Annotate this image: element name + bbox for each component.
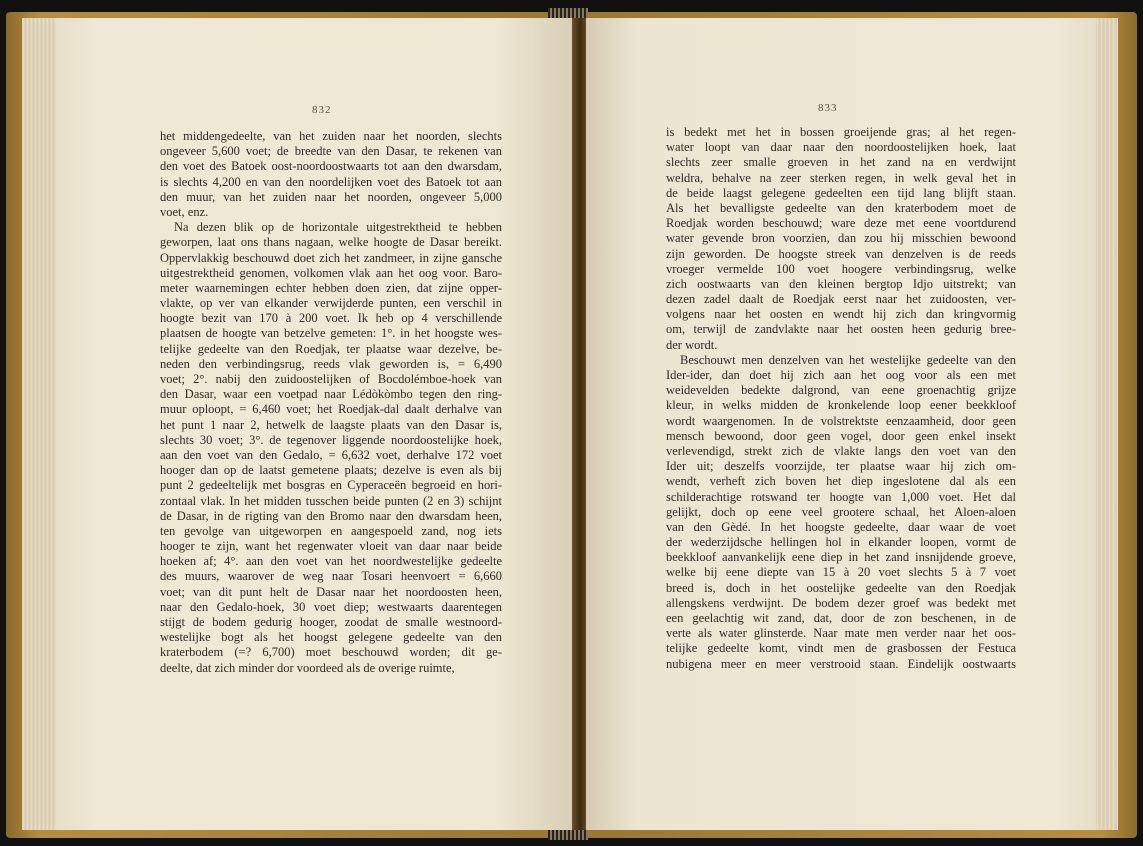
spine-stitching-top [548, 8, 588, 18]
text-line: vroeger vermelde 100 voet hoogere verbindingsrug, welke [666, 261, 1016, 276]
text-line: is slechts 4,200 en van den noordelijken voet des Batoek tot aan [160, 174, 502, 189]
text-line: zich oostwaarts van den kleinen bergtop Idjo uitstrekt; van [666, 276, 1016, 291]
text-line: telijke gedeelte komt, vindt men de grasbossen der Festuca [666, 641, 1016, 656]
text-line: slechts zeer smalle groeven in het zand na en verdwijnt [666, 155, 1016, 170]
text-line: vlakte, op ver van elkander verwijderde punten, een verschil in [160, 296, 502, 311]
text-line: zontaal vlak. In het midden tusschen beide punten (2 en 3) schijnt [160, 493, 502, 508]
text-line: mensch bewoond, door geen vogel, door geen enkel insekt [666, 428, 1016, 443]
text-line: kleur, in welks midden de kronkelende loop eener beekkloof [666, 398, 1016, 413]
text-line: slechts 30 voet; 3°. de tegenover liggende noordoostelijke hoek, [160, 432, 502, 447]
text-line: naar den Gedalo-hoek, 30 voet diep; westwaarts daarentegen [160, 599, 502, 614]
text-line: telijke gedeelte van den Roedjak, ter plaatse waar dezelve, be- [160, 341, 502, 356]
text-line: muur oploopt, = 6,460 voet; het Roedjak-dal daalt derhalve van [160, 402, 502, 417]
text-line: het punt 1 naar 2, hetwelk de laagste plaats van den Dasar is, [160, 417, 502, 432]
text-line: des muurs, waarover de weg naar Tosari heenvoert = 6,660 [160, 569, 502, 584]
text-line: hooger dan op de laatst gemetene plaats; dezelve is even als bij [160, 463, 502, 478]
text-line: Oppervlakkig beschouwd doet zich het zandmeer, in zijne gansche [160, 250, 502, 265]
text-line: voet; 2°. nabij den zuidoostelijken of Bocdolémboe-hoek van [160, 372, 502, 386]
text-line: hoeken af; 4°. aan den voet van het noordwestelijke gedeelte [160, 554, 502, 569]
text-line: schilderachtige rotswand ter hoogte van 1,000 voet. Het dal [666, 489, 1016, 504]
page-text [160, 129, 502, 676]
text-line: aan den voet van den Gedalo, = 6,632 voet, derhalve 172 voet [160, 447, 502, 462]
text-line: wordt waargenomen. In de volstrektste eenzaamheid, door geen [666, 413, 1016, 428]
text-line: den Dasar, waar een voetpad naar Lédòkòmbo tegen den ring- [160, 387, 502, 402]
text-line: weidevelden bedekte dalgrond, van eene groenachtig grijze [666, 383, 1016, 398]
text-line: ten gevolge van uitgeworpen en aangespoeld zand, nog iets [160, 523, 502, 538]
text-line: een geelachtig wit zand, dat, door de zon beschenen, in de [666, 611, 1016, 625]
text-line: den voet des Batoek oost-noordoostwaarts tot aan den dwarsdam, [160, 159, 502, 174]
text-line: voet; van dit punt helt de Dasar naar het noordoosten heen, [160, 584, 502, 599]
text-line: uitgestrektheid genomen, volkomen vlak aan het oog voor. Baro- [160, 265, 502, 280]
text-line: hoogte bezit van 170 à 200 voet. Ik heb op 4 verschillende [160, 311, 502, 326]
text-line: is bedekt met het in bossen groeijende gras; al het regen- [666, 125, 1016, 139]
spine-stitching-bottom [548, 830, 588, 840]
text-line: wendt, verheft zich boven het diep ingeslotene dal als een [666, 474, 1016, 489]
text-line: deelte, dat zich minder dor voordeed als de overige ruimte, [160, 660, 455, 675]
text-line: der wederzijdsche hellingen hol in elkander loopen, vormt de [666, 535, 1016, 550]
text-line: water loopt van daar naar den noordoostelijken hoek, laat [666, 140, 1016, 155]
text-line: Na dezen blik op de horizontale uitgestrektheid te hebben [174, 220, 502, 235]
text-line: plaatsen de hoogte van betzelve gemeten: 1°. in het hoogste wes- [160, 326, 502, 341]
text-line: volgens naar het oosten en wendt hij zich dan kringvormig [666, 307, 1016, 322]
text-line: het middengedeelte, van het zuiden naar het noorden, slechts [160, 129, 502, 143]
page-number: 832 [312, 104, 332, 116]
right-page [586, 18, 1096, 830]
text-line: gelijkt, doch op eene veel grootere schaal, het Aloen-aloen [666, 504, 1016, 519]
text-line: Ider uit; deszelfs voorzijde, ter plaatse waar hij zich om- [666, 459, 1016, 474]
text-line: van den Gèdé. In het hoogste gedeelte, daar waar de voet [666, 519, 1016, 534]
text-line: Beschouwt men denzelven van het westelijke gedeelte van den [680, 352, 1016, 367]
text-line: der wordt. [666, 337, 718, 352]
page-number: 833 [818, 102, 838, 114]
text-line: geworpen, laat ons thans nagaan, welke hoogte de Dasar bereikt. [160, 235, 502, 250]
text-line: Ider-ider, dan doet hij zich aan het oog voor als een met [666, 368, 1016, 382]
text-line: verlevendigd, strekt zich de vlakte langs den voet van den [666, 443, 1016, 458]
text-line: verte als water glinsterde. Naar mate men verder naar het oos- [666, 626, 1016, 641]
text-line: welke bij eene diepte van 15 à 20 voet slechts 5 à 7 voet [666, 565, 1016, 580]
text-line: beekkloof aanvankelijk eene diep in het zand insnijdende groeve, [666, 550, 1016, 565]
text-line: allengskens verdwijnt. De bodem dezer groef was bedekt met [666, 595, 1016, 610]
text-line: ongeveer 5,600 voet; de breedte van den Dasar, te rekenen van [160, 144, 502, 159]
text-line: Roedjak worden beschouwd; ware deze met eene voortdurend [666, 216, 1016, 231]
page-text [666, 125, 1016, 672]
text-line: stijgt de bodem gedurig hooger, zoodat de smalle westnoord- [160, 615, 502, 629]
text-line: de Dasar, in de rigting van den Bromo naar den dwarsdam heen, [160, 508, 502, 523]
text-line: meter waarnemingen echter hebben doen zien, dat zijne opper- [160, 280, 502, 295]
text-line: punt 2 gedeeltelijk met bosgras en Cyperaceën begroeid en hori- [160, 478, 502, 493]
text-line: water gevende bron voorzien, dan zou hij misschien bewoond [666, 231, 1016, 246]
text-line: om, terwijl de zandvlakte naar het oosten heen gedurig bree- [666, 322, 1016, 337]
text-line: weldra, behalve na zeer sterken regen, in welk geval het in [666, 170, 1016, 185]
text-line: hooger te zijn, want het regenwater vloeit van daar naar beide [160, 539, 502, 554]
text-line: breed is, doch in het oostelijke gedeelte van den Roedjak [666, 580, 1016, 595]
text-line: Als het bevalligste gedeelte van den kraterbodem moet de [666, 200, 1016, 215]
text-line: dezen zadel daalt de Roedjak eerst naar het zuidoosten, ver- [666, 292, 1016, 307]
text-line: nubigena meer en meer verstrooid staan. Eindelijk oostwaarts [666, 656, 1016, 671]
text-line: voet, enz. [160, 204, 209, 219]
text-line: de beide laagst gelegene gedeelten een tijd lang blijft staan. [666, 185, 1016, 200]
text-line: kraterbodem (=? 6,700) moet beschouwd worden; dit ge- [160, 645, 502, 660]
text-line: westelijke bogt als het hoogst gelegene gedeelte van den [160, 630, 502, 645]
left-page [56, 18, 574, 830]
text-line: zijn geworden. De hoogste streek van denzelven is de reeds [666, 246, 1016, 261]
text-line: den muur, van het zuiden naar het noorden, ongeveer 5,000 [160, 189, 502, 204]
text-line: neden den verbindingsrug, reeds vlak geworden is, = 6,490 [160, 356, 502, 371]
